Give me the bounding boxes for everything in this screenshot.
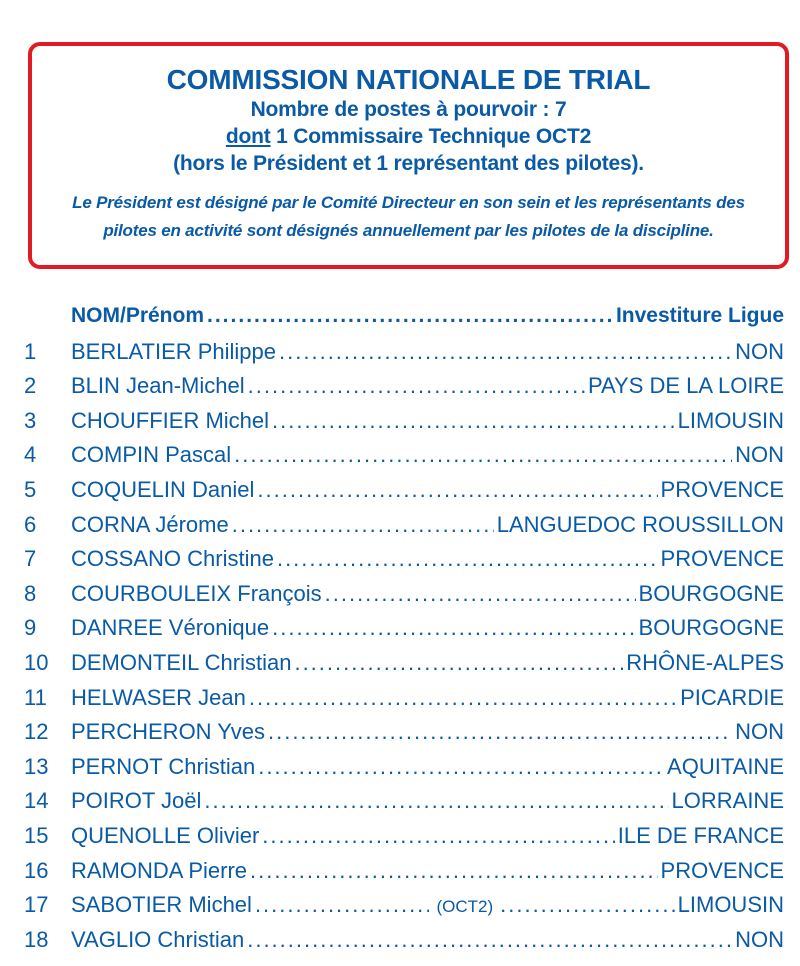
table-header xyxy=(24,304,784,339)
table-row xyxy=(24,788,784,823)
row-number: 6 xyxy=(24,511,37,537)
commission-info-box xyxy=(28,42,789,269)
table-row xyxy=(24,685,784,720)
candidate-league: NON xyxy=(735,442,784,468)
leader-dots xyxy=(248,373,585,399)
row-number: 14 xyxy=(24,788,49,814)
candidate-name: QUENOLLE Olivier xyxy=(71,822,260,848)
candidate-name: COQUELIN Daniel xyxy=(71,476,255,502)
exclusion-note: (hors le Président et 1 représentant des pilotes). xyxy=(173,152,644,175)
technical-commissioner-text: 1 Commissaire Technique OCT2 xyxy=(270,125,592,148)
leader-dots xyxy=(255,892,430,918)
candidate-league: NON xyxy=(735,338,784,364)
candidate-name: CORNA Jérome xyxy=(71,511,229,537)
leader-dots xyxy=(257,477,657,503)
leader-dots xyxy=(277,546,658,572)
candidate-name: VAGLIO Christian xyxy=(71,926,245,952)
designation-note-line-1: Le Président est désigné par le Comité Directeur en son sein et les représentants des xyxy=(72,193,745,212)
table-row xyxy=(24,927,784,962)
candidate-league: LIMOUSIN xyxy=(677,407,784,433)
candidate-league: PAYS DE LA LOIRE xyxy=(587,373,784,399)
posts-count: Nombre de postes à pourvoir : 7 xyxy=(250,98,567,121)
table-row xyxy=(24,858,784,893)
candidate-name: HELWASER Jean xyxy=(71,684,246,710)
table-row xyxy=(24,823,784,858)
candidate-league: LIMOUSIN xyxy=(677,892,784,918)
table-row xyxy=(24,477,784,512)
row-number: 10 xyxy=(24,649,49,675)
table-row xyxy=(24,373,784,408)
row-number: 12 xyxy=(24,719,49,745)
leader-dots xyxy=(250,858,657,884)
leader-dots xyxy=(204,788,668,814)
candidate-league: LORRAINE xyxy=(671,788,784,814)
table-row xyxy=(24,615,784,650)
row-number: 13 xyxy=(24,753,49,779)
table-row xyxy=(24,339,784,374)
page-title: COMMISSION NATIONALE DE TRIAL xyxy=(166,64,651,95)
table-row xyxy=(24,719,784,754)
column-header-league: Investiture Ligue xyxy=(615,304,784,327)
candidate-league: BOURGOGNE xyxy=(638,615,784,641)
row-number: 9 xyxy=(24,615,37,641)
leader-dots xyxy=(279,339,732,365)
leader-dots xyxy=(207,304,613,328)
row-number: 17 xyxy=(24,892,49,918)
row-number: 16 xyxy=(24,857,49,883)
row-number: 3 xyxy=(24,407,37,433)
candidate-league: RHÔNE-ALPES xyxy=(626,649,784,675)
designation-note xyxy=(32,189,785,245)
candidate-name: DEMONTEIL Christian xyxy=(71,649,292,675)
row-number: 1 xyxy=(24,338,37,364)
table-row xyxy=(24,512,784,547)
leader-dots xyxy=(268,719,732,745)
row-number: 18 xyxy=(24,926,49,952)
candidate-league: PROVENCE xyxy=(660,546,784,572)
leader-dots xyxy=(234,442,732,468)
table-row xyxy=(24,650,784,685)
candidate-league: BOURGOGNE xyxy=(638,580,784,606)
candidate-name: PERNOT Christian xyxy=(71,753,256,779)
row-number: 15 xyxy=(24,822,49,848)
candidate-league: AQUITAINE xyxy=(667,753,784,779)
candidate-name: COMPIN Pascal xyxy=(71,442,232,468)
row-number: 11 xyxy=(24,684,47,710)
leader-dots xyxy=(232,512,494,538)
candidate-name: CHOUFFIER Michel xyxy=(71,407,270,433)
candidate-league: LANGUEDOC ROUSSILLON xyxy=(496,511,784,537)
table-row xyxy=(24,408,784,443)
candidate-qualification: (OCT2) xyxy=(436,897,494,917)
designation-note-line-2: pilotes en activité sont désignés annuellement par les pilotes de la discipline. xyxy=(103,221,714,240)
row-number: 4 xyxy=(24,442,37,468)
leader-dots xyxy=(294,650,623,676)
candidate-league: PROVENCE xyxy=(660,476,784,502)
candidate-name: COSSANO Christine xyxy=(71,546,274,572)
candidate-league: NON xyxy=(735,926,784,952)
table-row xyxy=(24,546,784,581)
candidate-league: PROVENCE xyxy=(660,857,784,883)
table-row xyxy=(24,754,784,789)
technical-commissioner-line xyxy=(32,123,785,150)
leader-dots xyxy=(272,615,635,641)
candidate-name: PERCHERON Yves xyxy=(71,719,265,745)
candidate-league: NON xyxy=(735,719,784,745)
row-number: 2 xyxy=(24,373,37,399)
table-row xyxy=(24,581,784,616)
underlined-dont: dont xyxy=(225,125,271,148)
candidate-name: DANREE Véronique xyxy=(71,615,270,641)
row-number: 8 xyxy=(24,580,37,606)
candidate-name: BERLATIER Philippe xyxy=(71,338,277,364)
leader-dots xyxy=(272,408,675,434)
row-number: 5 xyxy=(24,476,37,502)
leader-dots xyxy=(262,823,614,849)
table-row xyxy=(24,892,784,927)
row-number: 7 xyxy=(24,546,37,572)
candidate-league: PICARDIE xyxy=(680,684,784,710)
leader-dots xyxy=(500,892,675,918)
candidate-name: SABOTIER Michel xyxy=(71,892,252,918)
candidate-name: BLIN Jean-Michel xyxy=(71,373,245,399)
leader-dots xyxy=(258,754,664,780)
leader-dots xyxy=(247,927,732,953)
table-row xyxy=(24,442,784,477)
candidate-list xyxy=(24,304,784,961)
leader-dots xyxy=(325,581,636,607)
candidate-name: RAMONDA Pierre xyxy=(71,857,248,883)
leader-dots xyxy=(249,685,677,711)
column-header-name: NOM/Prénom xyxy=(71,304,205,327)
candidate-name: POIROT Joël xyxy=(71,788,202,814)
candidate-league: ILE DE FRANCE xyxy=(617,822,784,848)
candidate-name: COURBOULEIX François xyxy=(71,580,322,606)
